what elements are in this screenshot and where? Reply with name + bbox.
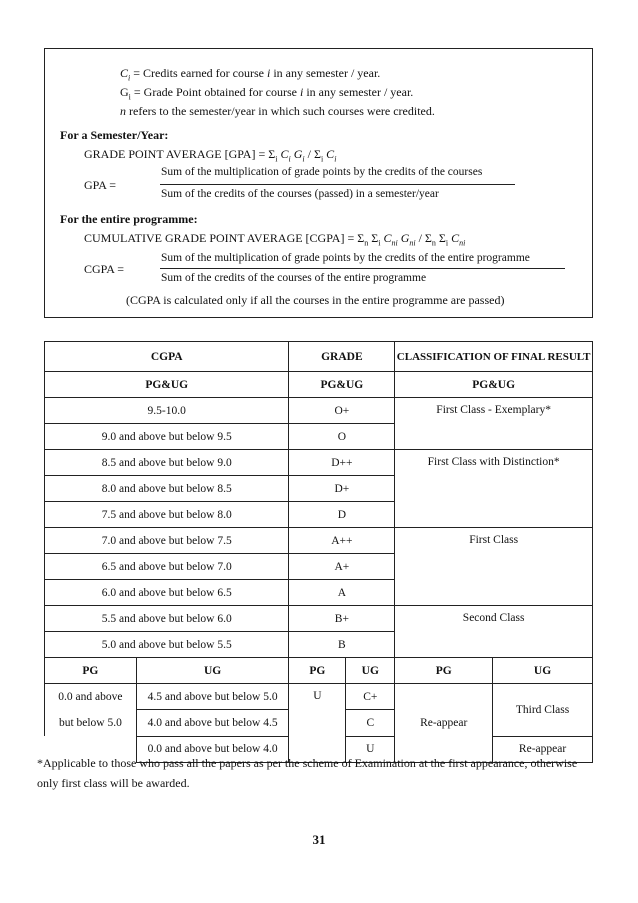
class-distinction: First Class with Distinction* (395, 450, 593, 528)
header-grade: GRADE (289, 342, 395, 372)
header-classification: CLASSIFICATION OF FINAL RESULT (395, 342, 593, 372)
ug-range-cell: 4.0 and above but below 4.5 (136, 710, 289, 736)
pg-range-a: 0.0 and above (58, 691, 123, 703)
ug-range-cell: 4.5 and above but below 5.0 (136, 684, 289, 710)
ug-grade-cell: U (346, 736, 395, 762)
lower-header-pg-grade: PG (289, 658, 346, 684)
lower-header-pg-result: PG (395, 658, 493, 684)
programme-heading: For the entire programme: (60, 212, 198, 226)
header-cgpa: CGPA (45, 342, 289, 372)
def-n: n refers to the semester/year in which such courses were credited. (120, 104, 435, 118)
grade-cell: B+ (289, 606, 395, 632)
ug-result-reappear: Re-appear (493, 736, 593, 762)
grade-cell: D+ (289, 476, 395, 502)
semester-heading: For a Semester/Year: (60, 128, 169, 142)
range-cell: 9.0 and above but below 9.5 (45, 424, 289, 450)
grade-cell: D++ (289, 450, 395, 476)
ug-grade-cell: C+ (346, 684, 395, 710)
grade-cell: O (289, 424, 395, 450)
grade-cell: B (289, 632, 395, 658)
gpa-numerator: Sum of the multiplication of grade points by the credits of the courses (161, 166, 483, 178)
lower-header-ug-result: UG (493, 658, 593, 684)
pg-grade-cell: U (289, 684, 346, 763)
pg-range-cell (45, 684, 137, 737)
page-number: 31 (312, 832, 326, 847)
grade-cell: A++ (289, 528, 395, 554)
range-cell: 5.5 and above but below 6.0 (45, 606, 289, 632)
cgpa-note: (CGPA is calculated only if all the courses in the entire programme are passed) (126, 293, 505, 307)
cgpa-formula: CUMULATIVE GRADE POINT AVERAGE [CGPA] = $\Sigma_n$ $\Sigma_i$ $C_{ni}$ $G_{ni} / \Sigma_n$ $\Sigma_i$ $C_{ni}$ (84, 231, 466, 248)
pg-range-b: but below 5.0 (58, 717, 122, 729)
cgpa-denominator: Sum of the credits of the courses of the entire programme (161, 272, 427, 284)
gpa-label: GPA = (84, 178, 117, 192)
class-second: Second Class (395, 606, 593, 658)
sub-classification: PG&UG (395, 372, 593, 398)
gpa-formula: GRADE POINT AVERAGE $[GPA] = \Sigma_i$ $C_i$ $G_i / \Sigma_i$ $C_i$ (84, 147, 337, 164)
grade-cell: A (289, 580, 395, 606)
def-gi: $G_i$ = Grade Point obtained for course i in any semester / year. (120, 85, 414, 102)
gpa-denominator: Sum of the credits of the courses (passed) in a semester/year (161, 188, 439, 200)
sub-cgpa: PG&UG (45, 372, 289, 398)
class-exemplary: First Class - Exemplary* (395, 398, 593, 450)
range-cell: 6.0 and above but below 6.5 (45, 580, 289, 606)
gpa-fraction-line (160, 184, 515, 185)
lower-header-ug-grade: UG (346, 658, 395, 684)
range-cell: 7.5 and above but below 8.0 (45, 502, 289, 528)
ug-range-cell: 0.0 and above but below 4.0 (136, 736, 289, 762)
range-cell: 6.5 and above but below 7.0 (45, 554, 289, 580)
lower-header-ug: UG (136, 658, 289, 684)
grade-table (44, 341, 593, 763)
footnote: *Applicable to those who pass all the papers as per the scheme of Examination at the first appearance, otherwise only first class will be awarded. (37, 756, 578, 790)
cgpa-fraction-line (160, 268, 565, 269)
grade-cell: O+ (289, 398, 395, 424)
grade-cell: D (289, 502, 395, 528)
lower-header-pg: PG (45, 658, 137, 684)
range-cell: 7.0 and above but below 7.5 (45, 528, 289, 554)
sub-grade: PG&UG (289, 372, 395, 398)
range-cell: 8.0 and above but below 8.5 (45, 476, 289, 502)
ug-result-third: Third Class (493, 684, 593, 737)
range-cell: 5.0 and above but below 5.5 (45, 632, 289, 658)
range-cell: 8.5 and above but below 9.0 (45, 450, 289, 476)
cgpa-numerator: Sum of the multiplication of grade points by the credits of the entire programme (161, 252, 530, 264)
cgpa-label: CGPA = (84, 262, 125, 276)
def-ci: $C_i$ = Credits earned for course i in any semester / year. (120, 66, 381, 83)
pg-result-cell: Re-appear (395, 684, 493, 763)
grade-cell: A+ (289, 554, 395, 580)
range-cell: 9.5-10.0 (45, 398, 289, 424)
class-first: First Class (395, 528, 593, 606)
ug-grade-cell: C (346, 710, 395, 736)
